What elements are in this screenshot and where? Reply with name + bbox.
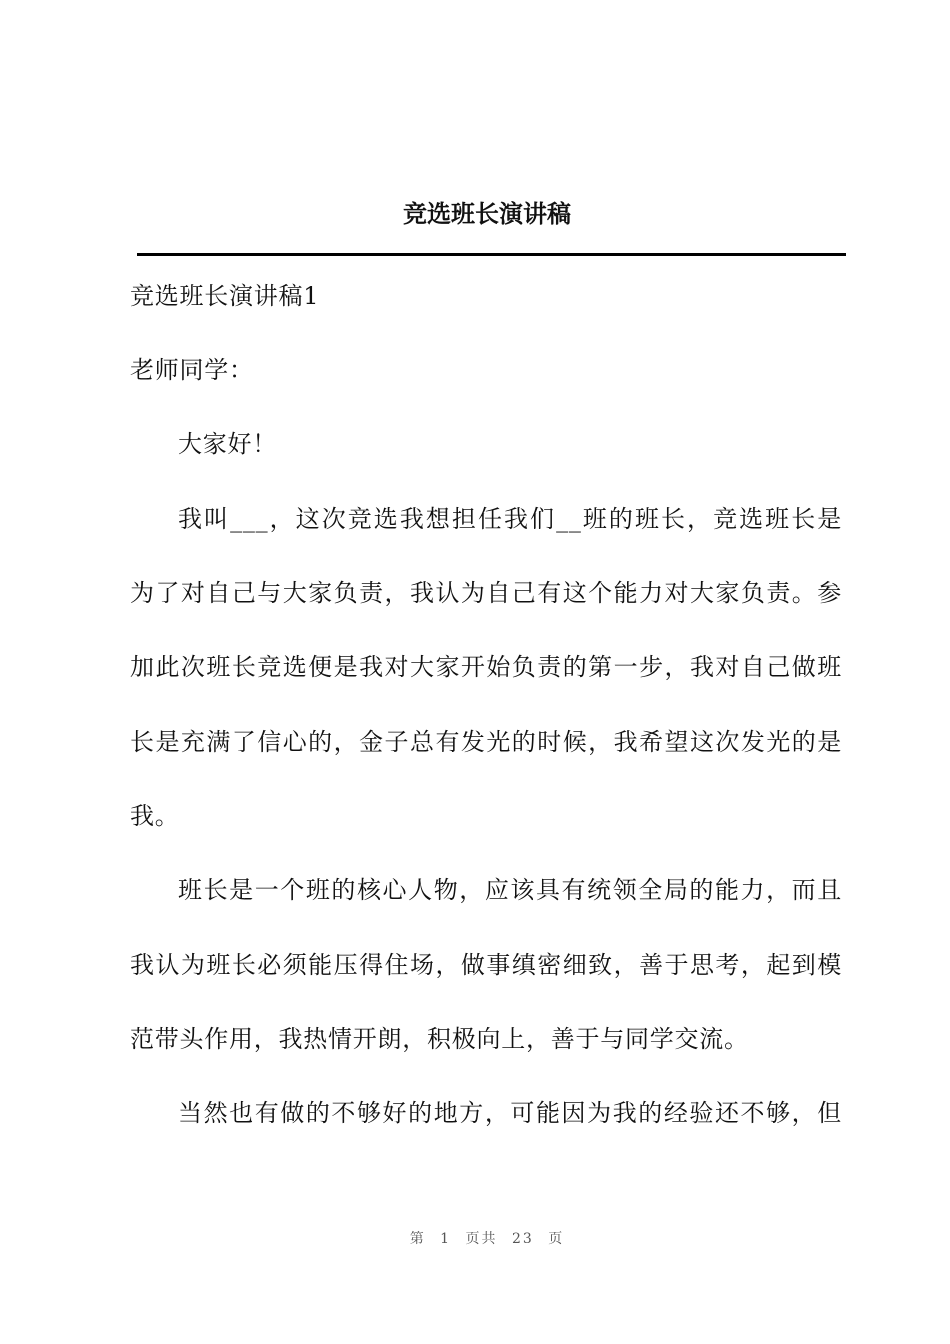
paragraph-line: 我。 bbox=[130, 802, 180, 830]
greeting: 大家好！ bbox=[178, 430, 277, 458]
salutation: 老师同学： bbox=[130, 356, 254, 384]
title-underline bbox=[137, 253, 846, 256]
paragraph-line: 范带头作用，我热情开朗，积极向上，善于与同学交流。 bbox=[130, 1025, 749, 1053]
paragraph-line: 我认为班长必须能压得住场，做事缜密细致，善于思考，起到模 bbox=[130, 951, 842, 979]
paragraph-line: 当然也有做的不够好的地方，可能因为我的经验还不够，但 bbox=[178, 1099, 842, 1127]
section-heading: 竞选班长演讲稿1 bbox=[130, 282, 320, 310]
page-number-footer: 第 1 页共 23 页 bbox=[409, 1231, 565, 1247]
paragraph-line: 长是充满了信心的，金子总有发光的时候，我希望这次发光的是 bbox=[130, 728, 842, 756]
paragraph-line: 我叫___，这次竞选我想担任我们__班的班长，竞选班长是 bbox=[178, 505, 842, 533]
paragraph-line: 加此次班长竞选便是我对大家开始负责的第一步，我对自己做班 bbox=[130, 653, 842, 681]
document-title: 竞选班长演讲稿 bbox=[403, 199, 571, 228]
paragraph-line: 班长是一个班的核心人物，应该具有统领全局的能力，而且 bbox=[178, 876, 842, 904]
paragraph-line: 为了对自己与大家负责，我认为自己有这个能力对大家负责。参 bbox=[130, 579, 842, 607]
